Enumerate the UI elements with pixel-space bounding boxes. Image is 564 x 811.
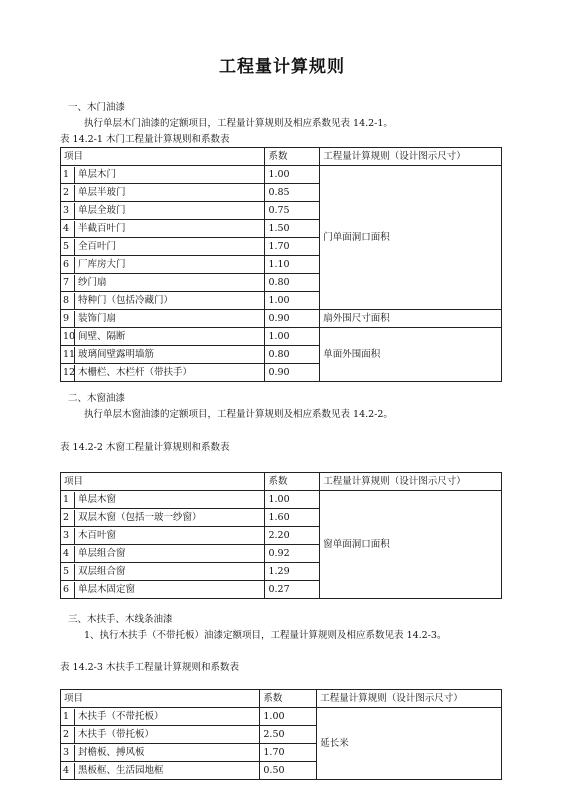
item-cell [61, 346, 265, 364]
row-item: 单层组合窗 [78, 547, 126, 559]
item-cell [61, 762, 260, 780]
row-item: 双层组合窗 [78, 565, 126, 577]
rule-cell: 窗单面洞口面积 [320, 491, 502, 599]
coef-cell: 0.50 [260, 762, 317, 780]
row-item: 纱门扇 [78, 276, 107, 288]
item-cell [61, 274, 265, 292]
row-item: 厂库房大门 [78, 258, 126, 270]
item-cell [61, 166, 265, 184]
row-item: 间壁、隔断 [78, 330, 126, 342]
row-number: 2 [61, 510, 75, 526]
coef-cell: 1.70 [265, 238, 320, 256]
coef-cell: 1.10 [265, 256, 320, 274]
row-number: 5 [61, 239, 75, 255]
row-number: 3 [61, 745, 75, 761]
table-caption: 表 14.2-3 木扶手工程量计算规则和系数表 [60, 662, 239, 673]
coef-cell: 0.75 [265, 202, 320, 220]
coef-cell: 1.00 [265, 292, 320, 310]
row-item: 单层全玻门 [78, 204, 126, 216]
row-item: 全百叶门 [78, 240, 117, 252]
coef-cell: 1.70 [260, 744, 317, 762]
item-cell [61, 545, 265, 563]
row-number: 6 [61, 582, 75, 598]
row-number: 10 [61, 329, 75, 345]
row-item: 单层木固定窗 [78, 583, 136, 595]
item-cell [61, 202, 265, 220]
coef-cell: 2.50 [260, 726, 317, 744]
section-heading: 二、木窗油漆 [68, 393, 126, 404]
section-heading: 三、木扶手、木线条油漆 [68, 614, 173, 625]
row-number: 2 [61, 727, 75, 743]
row-item: 黑板框、生活园地框 [78, 764, 164, 776]
header-rule: 工程量计算规则（设计图示尺寸） [320, 473, 502, 491]
header-coef: 系数 [260, 690, 317, 708]
coef-cell: 0.85 [265, 184, 320, 202]
coef-cell: 1.29 [265, 563, 320, 581]
section-heading: 一、木门油漆 [68, 102, 126, 113]
coef-cell: 1.50 [265, 220, 320, 238]
table-row [61, 708, 502, 726]
coef-cell: 1.60 [265, 509, 320, 527]
table-caption: 表 14.2-1 木门工程量计算规则和系数表 [60, 134, 230, 145]
row-item: 双层木窗（包括一玻一纱窗） [78, 511, 202, 523]
table-body [61, 708, 502, 780]
coef-cell: 0.92 [265, 545, 320, 563]
rule-cell: 单面外围面积 [320, 328, 502, 382]
table-body [61, 166, 502, 382]
coef-cell: 0.27 [265, 581, 320, 599]
coef-cell: 1.00 [260, 708, 317, 726]
item-cell [61, 292, 265, 310]
coef-cell: 0.90 [265, 364, 320, 382]
header-coef: 系数 [265, 473, 320, 491]
row-number: 4 [61, 546, 75, 562]
coef-cell: 0.80 [265, 346, 320, 364]
item-cell [61, 220, 265, 238]
row-number: 1 [61, 709, 75, 725]
row-number: 5 [61, 564, 75, 580]
row-item: 特种门（包括冷藏门） [78, 294, 174, 306]
row-number: 3 [61, 203, 75, 219]
section-intro: 执行单层木门油漆的定额项目，工程量计算规则及相应系数见表 14.2-1。 [84, 118, 393, 129]
coef-cell: 2.20 [265, 527, 320, 545]
coef-cell: 0.90 [265, 310, 320, 328]
table-caption: 表 14.2-2 木窗工程量计算规则和系数表 [60, 442, 230, 453]
table-body [61, 491, 502, 599]
item-cell [61, 581, 265, 599]
item-cell [61, 563, 265, 581]
header-item: 项目 [61, 148, 265, 166]
rule-cell: 门单面洞口面积 [320, 166, 502, 310]
table-header-row [61, 473, 502, 491]
header-coef: 系数 [265, 148, 320, 166]
header-item: 项目 [61, 690, 260, 708]
coef-cell: 1.00 [265, 491, 320, 509]
row-item: 单层木门 [78, 168, 117, 180]
page-title: 工程量计算规则 [219, 57, 345, 77]
row-number: 11 [61, 347, 75, 363]
coef-cell: 1.00 [265, 166, 320, 184]
table-header-row [61, 148, 502, 166]
item-cell [61, 184, 265, 202]
row-item: 装饰门扇 [78, 312, 117, 324]
header-item: 项目 [61, 473, 265, 491]
item-cell [61, 744, 260, 762]
row-item: 单层半玻门 [78, 186, 126, 198]
table-header-row [61, 690, 502, 708]
item-cell [61, 509, 265, 527]
row-number: 8 [61, 293, 75, 309]
rule-cell: 延长米 [317, 708, 502, 780]
row-number: 4 [61, 763, 75, 779]
table-row [61, 310, 502, 328]
row-number: 4 [61, 221, 75, 237]
section-intro: 执行单层木窗油漆的定额项目，工程量计算规则及相应系数见表 14.2-2。 [84, 409, 393, 420]
table-row [61, 166, 502, 184]
row-item: 玻璃间壁露明墙筋 [78, 348, 155, 360]
section-intro: 1、执行木扶手（不带托板）油漆定额项目，工程量计算规则及相应系数见表 14.2-3。 [84, 630, 447, 641]
row-item: 木栅栏、木栏杆（带扶手） [78, 366, 193, 378]
row-item: 封檐板、搏风板 [78, 746, 145, 758]
handrail-coefficient-table [60, 689, 502, 780]
coef-cell: 1.00 [265, 328, 320, 346]
item-cell [61, 310, 265, 328]
item-cell [61, 527, 265, 545]
item-cell [61, 238, 265, 256]
row-number: 6 [61, 257, 75, 273]
row-item: 木扶手（带托板） [78, 728, 155, 740]
row-number: 1 [61, 167, 75, 183]
row-item: 木百叶窗 [78, 529, 117, 541]
rule-cell: 扇外围尺寸面积 [320, 310, 502, 328]
row-number: 9 [61, 311, 75, 327]
header-rule: 工程量计算规则（设计图示尺寸） [317, 690, 502, 708]
item-cell [61, 491, 265, 509]
item-cell [61, 708, 260, 726]
table-row [61, 328, 502, 346]
row-number: 1 [61, 492, 75, 508]
row-item: 半截百叶门 [78, 222, 126, 234]
row-number: 2 [61, 185, 75, 201]
row-number: 7 [61, 275, 75, 291]
row-number: 12 [61, 365, 75, 381]
item-cell [61, 364, 265, 382]
row-number: 3 [61, 528, 75, 544]
item-cell [61, 328, 265, 346]
row-item: 木扶手（不带托板） [78, 710, 164, 722]
row-item: 单层木窗 [78, 493, 117, 505]
window-coefficient-table [60, 472, 502, 599]
table-row [61, 491, 502, 509]
item-cell [61, 726, 260, 744]
item-cell [61, 256, 265, 274]
header-rule: 工程量计算规则（设计图示尺寸） [320, 148, 502, 166]
coef-cell: 0.80 [265, 274, 320, 292]
door-coefficient-table [60, 147, 502, 382]
